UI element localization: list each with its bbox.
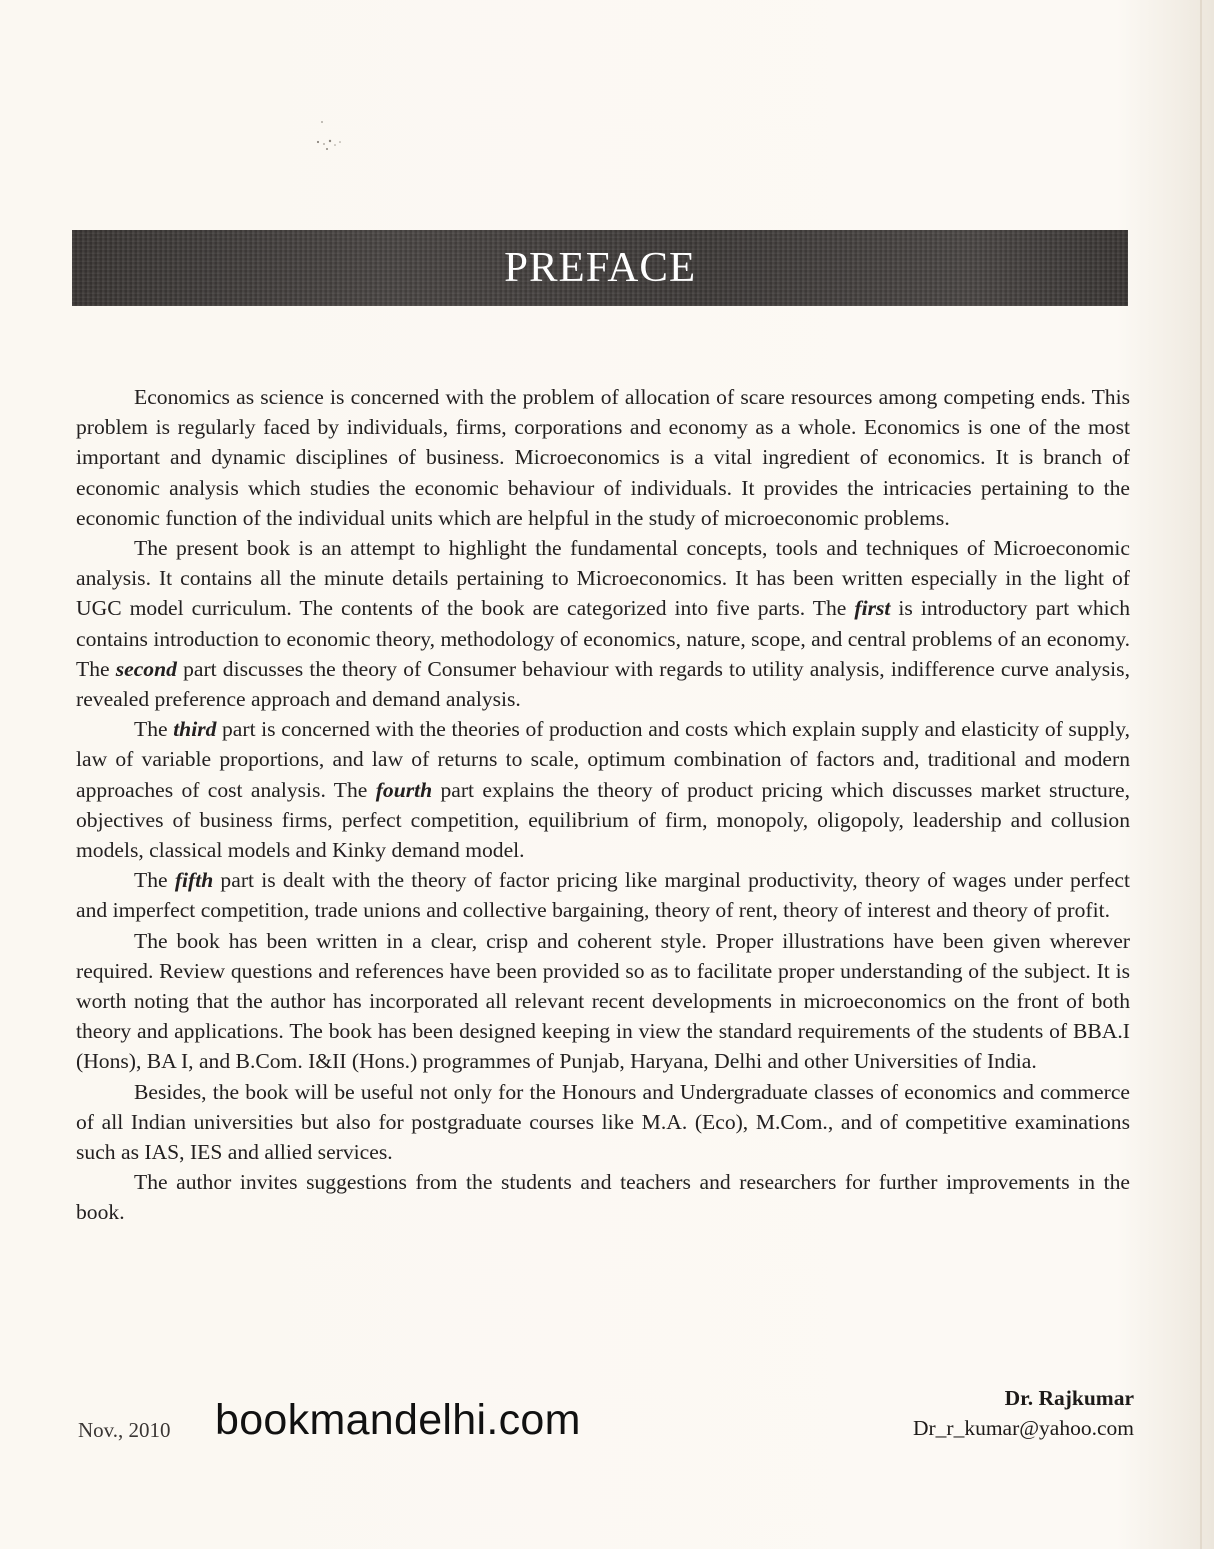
author-name: Dr. Rajkumar bbox=[1004, 1386, 1134, 1410]
emphasized-word: third bbox=[173, 717, 217, 742]
emphasized-word: second bbox=[115, 656, 177, 681]
paragraph bbox=[76, 1167, 1130, 1227]
preface-date: Nov., 2010 bbox=[78, 1418, 171, 1442]
page-edge-shadow bbox=[1200, 0, 1202, 1549]
author-email: Dr_r_kumar@yahoo.com bbox=[912, 1416, 1134, 1440]
paragraph-text: The bbox=[134, 717, 174, 742]
paragraph bbox=[76, 382, 1130, 533]
preface-body bbox=[76, 382, 1130, 1228]
print-specks bbox=[300, 120, 360, 160]
paragraph-text: The bbox=[134, 868, 175, 893]
paragraph bbox=[76, 1077, 1130, 1168]
paragraph-text: part discusses the theory of Consumer behaviour with regards to utility analysis, indifference curve analysis, revealed preference approach and demand analysis. bbox=[76, 656, 1130, 712]
emphasized-word: first bbox=[854, 596, 891, 621]
paragraph bbox=[76, 926, 1130, 1077]
preface-title-band bbox=[72, 230, 1128, 306]
paragraph-text: The book has been written in a clear, crisp and coherent style. Proper illustrations have been given wherever required. Review questions and references have been provided so as to facilitate proper understanding of the subject. It is worth noting that the author has incorporated all relevant recent developments in microeconomics on the front of both theory and applications. The book has been designed keeping in view the standard requirements of the students of BBA.I (Hons), BA I, and B.Com. I&II (Hons.) programmes of Punjab, Haryana, Delhi and other Universities of India. bbox=[76, 928, 1130, 1074]
paragraph-text: The author invites suggestions from the students and teachers and researchers for further improvements in the book. bbox=[76, 1170, 1130, 1225]
emphasized-word: fifth bbox=[174, 868, 214, 893]
paragraph-text: The present book is an attempt to highlight the fundamental concepts, tools and techniques of Microeconomic analysis. It contains all the minute details pertaining to Microeconomics. It has been written especially in the light of UGC model curriculum. The contents of the book are categorized into five parts. The bbox=[76, 536, 1130, 621]
paragraph bbox=[76, 865, 1130, 925]
paragraph-text: Besides, the book will be useful not only for the Honours and Undergraduate classes of economics and commerce of all Indian universities but also for postgraduate courses like M.A. (Eco), M.Com., and of competitive examinations such as IAS, IES and allied services. bbox=[76, 1079, 1130, 1165]
paragraph-text: part is concerned with the theories of production and costs which explain supply and elasticity of supply, law of variable proportions, and law of returns to scale, optimum combination of factors and, traditional and modern approaches of cost analysis. The bbox=[76, 717, 1130, 802]
paragraph-text: Economics as science is concerned with the problem of allocation of scare resources among competing ends. This problem is regularly faced by individuals, firms, corporations and economy as a whole. Economics is one of the most important and dynamic disciplines of business. Microeconomics is a vital ingredient of economics. It is branch of economic analysis which studies the economic behaviour of individuals. It provides the intricacies pertaining to the economic function of the individual units which are helpful in the study of microeconomic problems. bbox=[76, 385, 1130, 530]
paragraph-text: is introductory part which contains introduction to economic theory, methodology of economics, nature, scope, and central problems of an economy. The bbox=[76, 596, 1130, 681]
paragraph-text: part is dealt with the theory of factor pricing like marginal productivity, theory of wages under perfect and imperfect competition, trade unions and collective bargaining, theory of rent, theory of interest and theory of profit. bbox=[76, 868, 1130, 923]
emphasized-word: fourth bbox=[375, 777, 433, 802]
page-title: PREFACE bbox=[503, 245, 697, 291]
paragraph-text: part explains the theory of product pricing which discusses market structure, objectives of business firms, perfect competition, equilibrium of firm, monopoly, oligopoly, leadership and collusion models, classical models and Kinky demand model. bbox=[76, 777, 1131, 863]
signature-block bbox=[913, 1383, 1134, 1443]
paragraph bbox=[76, 533, 1130, 714]
watermark-text: bookmandelhi.com bbox=[215, 1396, 581, 1444]
paragraph bbox=[76, 714, 1130, 865]
